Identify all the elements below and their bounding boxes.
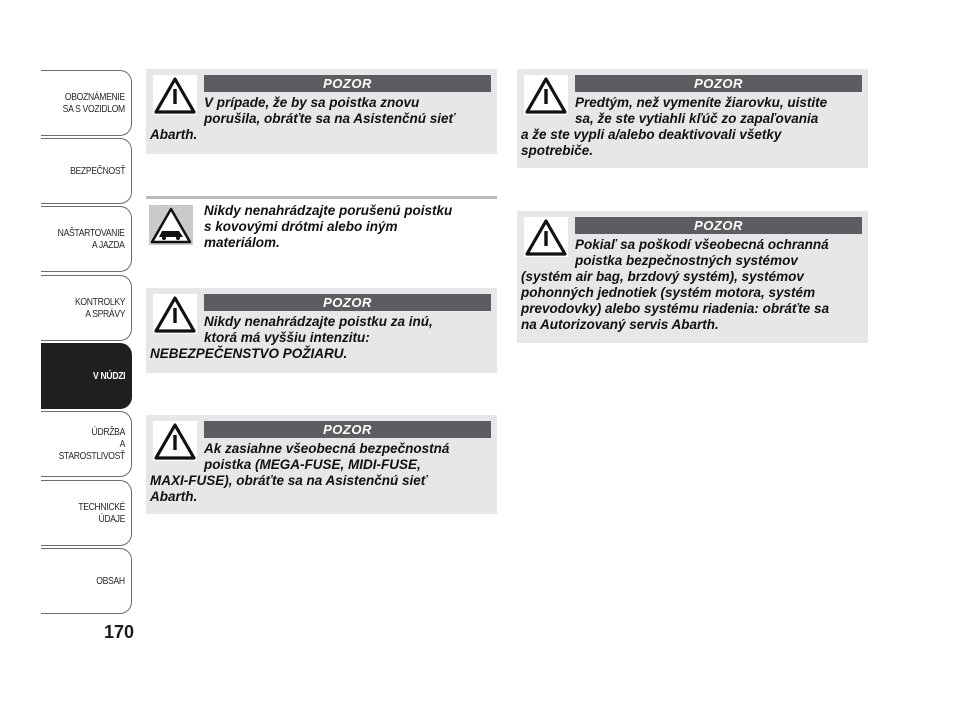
note-line: na Autorizovaný servis Abarth. <box>521 317 719 332</box>
note-line: (systém air bag, brzdový systém), systémov <box>521 269 804 284</box>
tab-label: V NÚDZI <box>92 370 125 382</box>
note-text <box>150 95 487 143</box>
tab-emergency[interactable] <box>41 343 132 409</box>
tab-contents[interactable] <box>41 548 132 614</box>
tab-label: OBOZNÁMENIE SA S VOZIDLOM <box>62 91 125 115</box>
tab-warnings-messages[interactable] <box>41 275 132 341</box>
note-line: Nikdy nenahrádzajte poistku za inú, <box>204 314 433 329</box>
tab-label: BEZPEČNOSŤ <box>69 165 125 177</box>
tab-label: KONTROLKY A SPRÁVY <box>74 296 125 320</box>
note-line: ktorá má vyššiu intenzitu: <box>204 330 370 345</box>
info-note-fuse-wire <box>146 199 497 256</box>
note-line: spotrebiče. <box>521 143 594 158</box>
note-header: POZOR <box>575 217 862 234</box>
note-line: NEBEZPEČENSTVO POŽIARU. <box>150 346 348 361</box>
note-line: poistka (MEGA-FUSE, MIDI-FUSE, <box>204 457 421 472</box>
note-header: POZOR <box>204 421 491 438</box>
tab-safety[interactable] <box>41 138 132 204</box>
note-header: POZOR <box>575 75 862 92</box>
note-text <box>521 237 858 333</box>
note-line: sa, že ste vytiahli kľúč zo zapaľovania <box>575 111 819 126</box>
note-line: MAXI-FUSE), obráťte sa na Asistenčnú sieť <box>150 473 428 488</box>
note-text <box>150 314 487 362</box>
note-line: materiálom. <box>204 235 280 250</box>
note-line: s kovovými drótmi alebo iným <box>204 219 398 234</box>
note-line: Ak zasiahne všeobecná bezpečnostná <box>204 441 450 456</box>
note-line: Predtým, než vymeníte žiarovku, uistite <box>575 95 828 110</box>
tab-technical-data[interactable] <box>41 480 132 546</box>
note-line: pohonných jednotiek (systém motora, systém <box>521 285 816 300</box>
note-header: POZOR <box>204 75 491 92</box>
warning-note-safety-systems-fuse <box>517 211 868 343</box>
warning-note-bulb-replacement <box>517 69 868 168</box>
tab-maintenance[interactable] <box>41 411 132 477</box>
page-number: 170 <box>103 622 134 642</box>
note-line: porušila, obráťte sa na Asistenčnú sieť <box>204 111 456 126</box>
warning-note-fuse-repeat <box>146 69 497 154</box>
note-line: prevodovky) alebo systému riadenia: obráťte sa <box>521 301 830 316</box>
note-text <box>521 95 858 159</box>
note-line: Abarth. <box>150 489 198 504</box>
note-text <box>150 441 487 505</box>
note-line: V prípade, že by sa poistka znovu <box>204 95 420 110</box>
tab-label: TECHNICKÉ ÚDAJE <box>78 501 125 525</box>
note-line: a že ste vypli a/alebo deaktivovali všetky <box>521 127 782 142</box>
tab-label: ÚDRŽBA A STAROSTLIVOSŤ <box>58 426 125 462</box>
warning-note-fire-hazard <box>146 288 497 373</box>
tab-introduction[interactable] <box>41 70 132 136</box>
warning-note-mega-fuse <box>146 415 497 514</box>
note-line: poistka bezpečnostných systémov <box>575 253 798 268</box>
tab-label: OBSAH <box>96 575 125 587</box>
note-header: POZOR <box>204 294 491 311</box>
note-line: Nikdy nenahrádzajte porušenú poistku <box>204 203 453 218</box>
note-text <box>150 203 487 251</box>
note-line: Pokiaľ sa poškodí všeobecná ochranná <box>575 237 829 252</box>
tab-starting-driving[interactable] <box>41 206 132 272</box>
tab-label: NAŠTARTOVANIE A JAZDA <box>58 227 125 251</box>
note-line: Abarth. <box>150 127 198 142</box>
